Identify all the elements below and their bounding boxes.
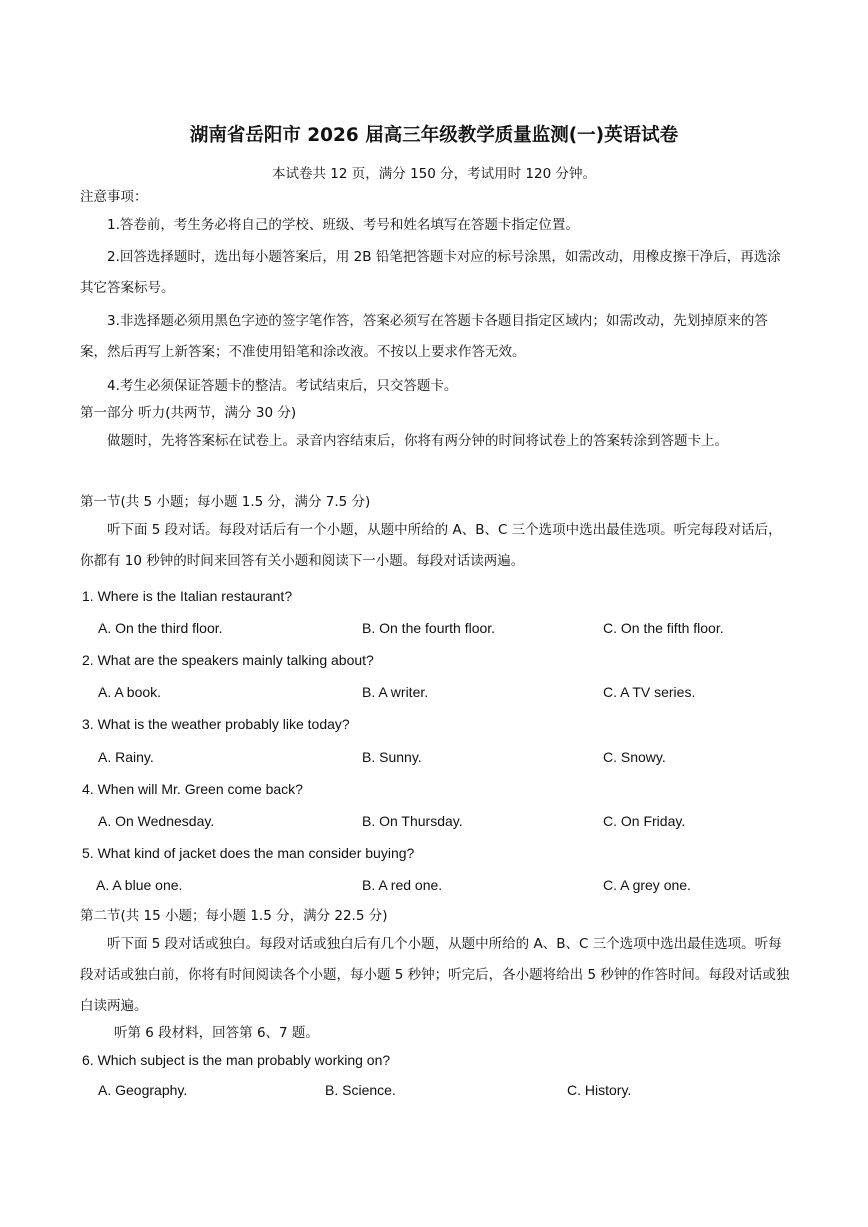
note-item-1: 1.答卷前，考生务必将自己的学校、班级、考号和姓名填写在答题卡指定位置。	[107, 217, 579, 233]
note-item-2: 2.回答选择题时，选出每小题答案后，用 2B 铅笔把答题卡对应的标号涂黑，如需改动，用橡皮擦干净后，再选涂其它答案标号。	[80, 249, 781, 296]
q2-option-a: A. A book.	[98, 684, 162, 700]
q3-option-a: A. Rainy.	[98, 749, 154, 765]
q3-option-b: B. Sunny.	[362, 749, 422, 765]
question-2: 2. What are the speakers mainly talking about?	[82, 652, 374, 668]
page-title: 湖南省岳阳市 2026 届高三年级教学质量监测(一)英语试卷	[189, 125, 679, 146]
q3-option-c: C. Snowy.	[603, 749, 666, 765]
material-6-prompt: 听第 6 段材料，回答第 6、7 题。	[114, 1025, 319, 1041]
part1-instruction: 做题时，先将答案标在试卷上。录音内容结束后，你将有两分钟的时间将试卷上的答案转涂到答题卡上。	[107, 433, 728, 449]
question-1: 1. Where is the Italian restaurant?	[82, 588, 293, 604]
q2-option-b: B. A writer.	[362, 684, 429, 700]
question-3: 3. What is the weather probably like today?	[82, 716, 350, 732]
q5-option-b: B. A red one.	[362, 877, 443, 893]
q4-option-b: B. On Thursday.	[362, 813, 463, 829]
q1-option-c: C. On the fifth floor.	[603, 620, 724, 636]
section1-instruction: 听下面 5 段对话。每段对话后有一个小题，从题中所给的 A、B、C 三个选项中选出最佳选项。听完每段对话后，你都有 10 秒钟的时间来回答有关小题和阅读下一小题。每段对话读两遍。	[80, 522, 782, 569]
q5-option-a: A. A blue one.	[96, 877, 183, 893]
q1-option-a: A. On the third floor.	[98, 620, 223, 636]
q1-option-b: B. On the fourth floor.	[362, 620, 496, 636]
q6-option-a: A. Geography.	[98, 1082, 188, 1098]
q2-option-c: C. A TV series.	[603, 684, 696, 700]
section2-heading: 第二节(共 15 小题；每小题 1.5 分，满分 22.5 分)	[80, 908, 388, 924]
question-4: 4. When will Mr. Green come back?	[82, 781, 303, 797]
q6-option-b: B. Science.	[325, 1082, 396, 1098]
note-item-4: 4.考生必须保证答题卡的整洁。考试结束后，只交答题卡。	[107, 378, 458, 394]
q6-option-c: C. History.	[567, 1082, 632, 1098]
q5-option-c: C. A grey one.	[603, 877, 691, 893]
q4-option-c: C. On Friday.	[603, 813, 686, 829]
note-item-3: 3.非选择题必须用黑色字迹的签字笔作答，答案必须写在答题卡各题目指定区域内；如需改动，先划掉原来的答案，然后再写上新答案；不准使用铅笔和涂改液。不按以上要求作答无效。	[80, 313, 768, 360]
section1-heading: 第一节(共 5 小题；每小题 1.5 分，满分 7.5 分)	[80, 494, 371, 510]
section2-instruction: 听下面 5 段对话或独白。每段对话或独白后有几个小题，从题中所给的 A、B、C 三个选项中选出最佳选项。听每段对话或独白前，你将有时间阅读各个小题，每小题 5 秒钟；听完后，各小题将给出 5 秒钟的作答时间。每段对话或独白读两遍。	[80, 936, 790, 1014]
q4-option-a: A. On Wednesday.	[98, 813, 215, 829]
question-5: 5. What kind of jacket does the man consider buying?	[82, 845, 415, 861]
part1-heading: 第一部分 听力(共两节，满分 30 分)	[80, 405, 297, 421]
exam-info: 本试卷共 12 页，满分 150 分，考试用时 120 分钟。	[272, 166, 596, 182]
notes-heading: 注意事项：	[80, 189, 148, 205]
question-6: 6. Which subject is the man probably working on?	[82, 1052, 391, 1068]
